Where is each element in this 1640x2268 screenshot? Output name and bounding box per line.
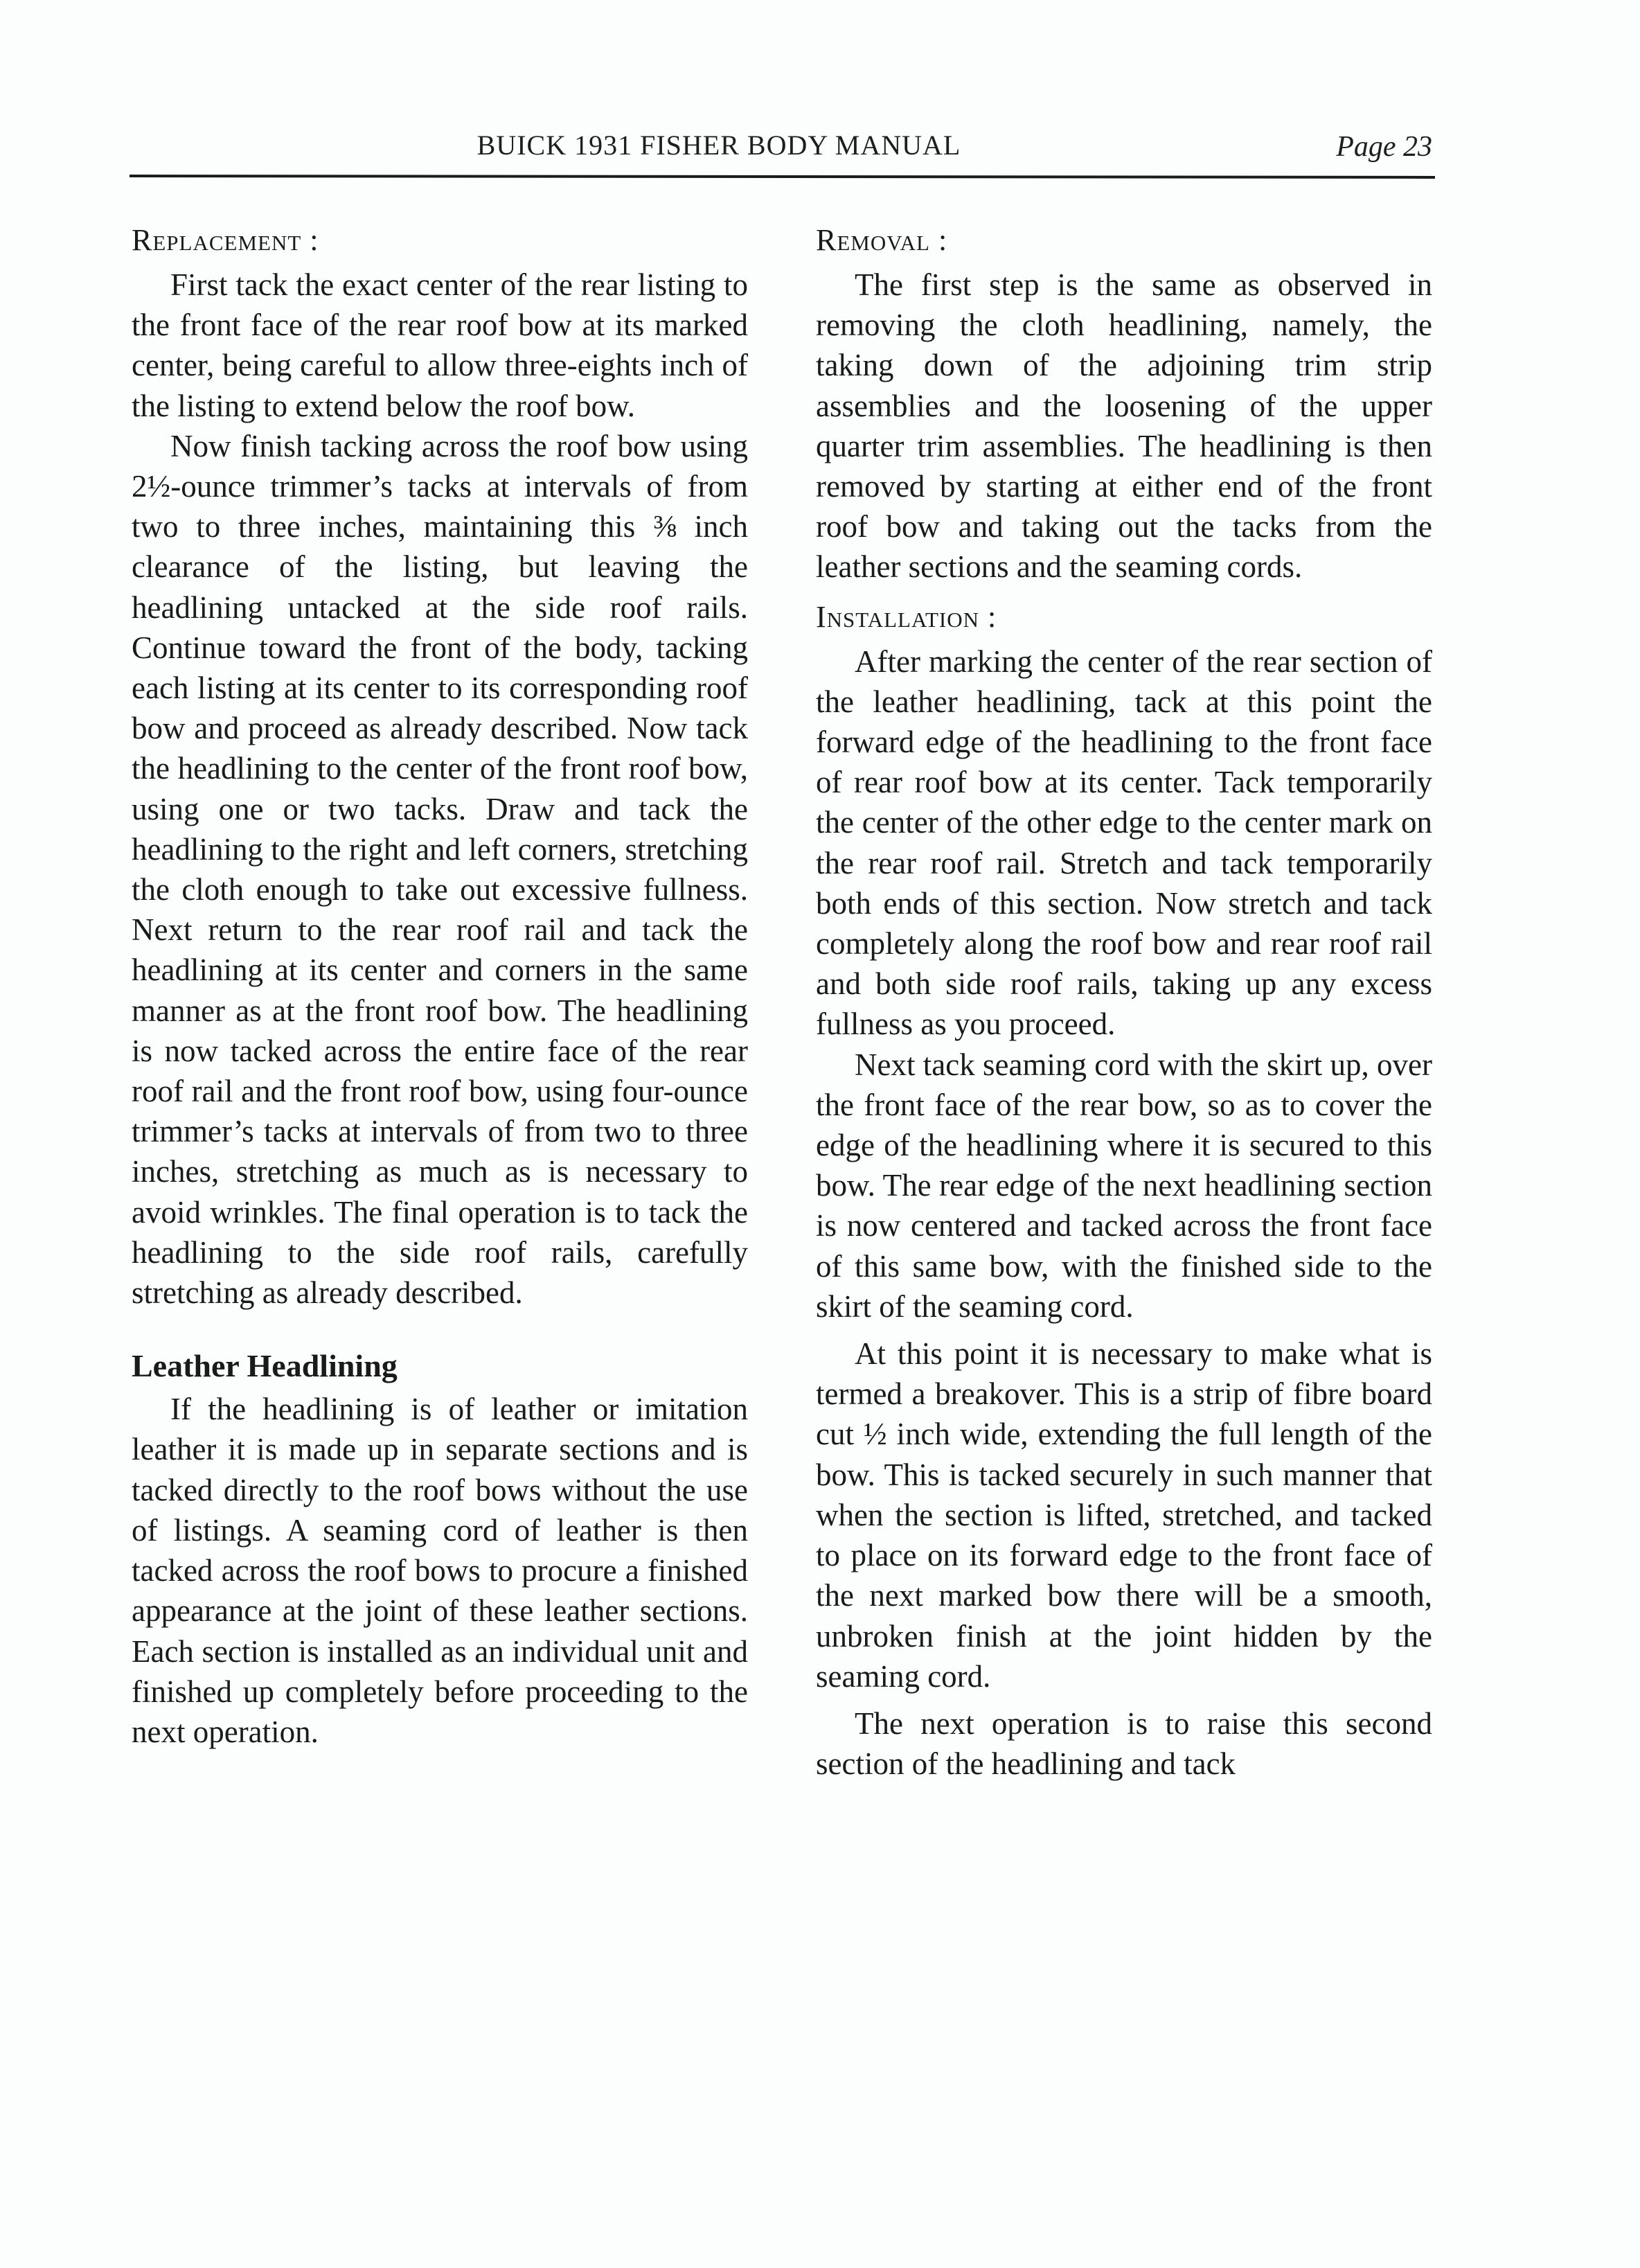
- replacement-heading: Replacement :: [132, 223, 319, 257]
- leather-headlining-heading: Leather Headlining: [132, 1348, 398, 1384]
- installation-paragraph: After marking the center of the rear section of the leather headlining, tack at this point the forward edge of the headlining to the front face of rear roof bow at its center. Tack temporarily the center of the other edge to the center mark on the rear roof rail. Stretch and tack temporarily both ends of this section. Now stretch and tack completely along the roof bow and rear roof rail and both side roof rails, taking up any excess fullness as you proceed.: [816, 644, 1432, 1042]
- replacement-paragraph: First tack the exact center of the rear listing to the front face of the rear roof bow at its marked center, being careful to allow three-eights inch of the listing to extend below the roof bow.: [132, 267, 748, 423]
- left-column: [132, 220, 748, 1752]
- right-column: [816, 220, 1432, 1784]
- installation-paragraph: The next operation is to raise this second section of the headlining and tack: [816, 1706, 1432, 1782]
- header-rule: [130, 175, 1435, 179]
- running-header: [130, 129, 1432, 170]
- installation-heading: Installation :: [816, 599, 997, 634]
- installation-paragraph: Next tack seaming cord with the skirt up, over the front face of the rear bow, so as to cover the edge of the headlining where it is secured to this bow. The rear edge of the next headlining section is now centered and tacked across the front face of this same bow, with the finished side to the skirt of the seaming cord.: [816, 1047, 1432, 1324]
- removal-heading: Removal :: [816, 223, 948, 257]
- replacement-paragraph: Now finish tacking across the roof bow using 2½-ounce trimmer’s tacks at intervals of from two to three inches, maintaining this ⅜ inch clearance of the listing, but leaving the headlining untacked at the side roof rails. Continue toward the front of the body, tacking each listing at its center to its corresponding roof bow and proceed as already described. Now tack the headlining to the center of the front roof bow, using one or two tacks. Draw and tack the headlining to the right and left corners, stretching the cloth enough to take out excessive fullness. Next return to the rear roof rail and tack the headlining at its center and corners in the same manner as at the front roof bow. The headlining is now tacked across the entire face of the rear roof rail and the front roof bow, using four-ounce trimmer’s tacks at intervals of from two to three inches, stretching as much as is necessary to avoid wrinkles. The final operation is to tack the headlining to the side roof rails, carefully stretching as already described.: [132, 428, 748, 1311]
- installation-paragraph: At this point it is necessary to make what is termed a breakover. This is a strip of fibre board cut ½ inch wide, extending the full length of the bow. This is tacked securely in such manner that when the section is lifted, stretched, and tacked to place on its forward edge to the front face of the next marked bow there will be a smooth, unbroken finish at the joint hidden by the seaming cord.: [816, 1336, 1432, 1694]
- page-number: Page 23: [1336, 131, 1432, 163]
- leather-headlining-paragraph: If the headlining is of leather or imitation leather it is made up in separate sections and is tacked directly to the roof bows without the use of listings. A seaming cord of leather is then tacked across the roof bows to procure a finished appearance at the joint of these leather sections. Each section is installed as an individual unit and finished up completely before proceeding to the next operation.: [132, 1392, 748, 1749]
- removal-paragraph: The first step is the same as observed in removing the cloth headlining, namely, the taking down of the adjoining trim strip assemblies and the loosening of the upper quarter trim assemblies. The headlining is then removed by starting at either end of the front roof bow and taking out the tacks from the leather sections and the seaming cords.: [816, 267, 1432, 585]
- running-title: BUICK 1931 FISHER BODY MANUAL: [476, 130, 961, 161]
